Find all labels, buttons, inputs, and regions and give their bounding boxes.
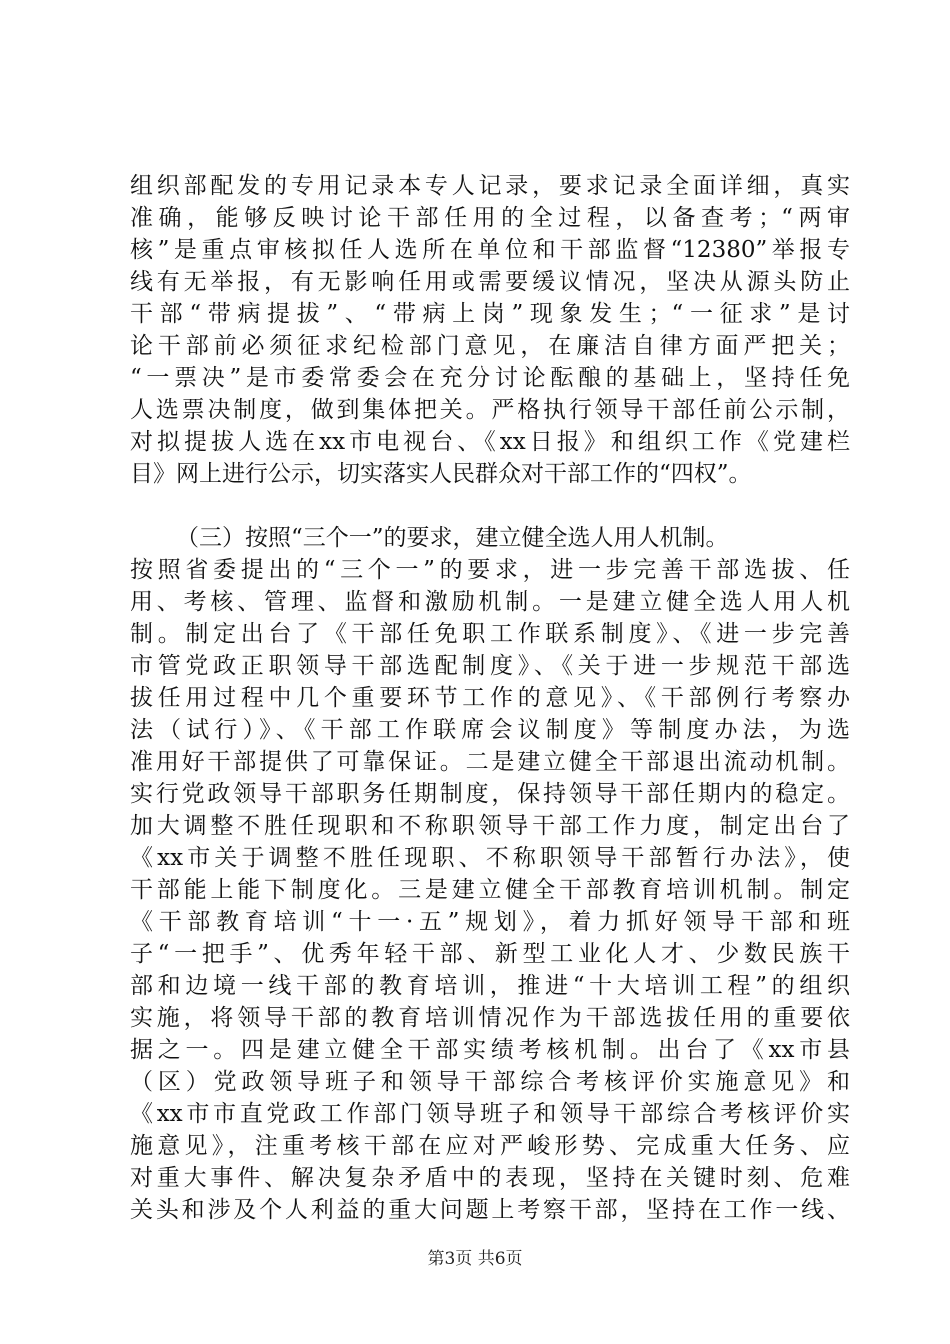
- text-line: 用、考核、管理、监督和激励机制。一是建立健全选人用人机: [130, 589, 850, 615]
- paragraph-2: [130, 522, 850, 1226]
- text-line: 人选票决制度，做到集体把关。严格执行领导干部任前公示制，: [130, 397, 850, 423]
- text-line: 拔任用过程中几个重要环节工作的意见》、《干部例行考察办: [130, 685, 850, 711]
- text-line: 据之一。四是建立健全干部实绩考核机制。出台了《xx市县: [130, 1037, 850, 1063]
- page-number-footer: 第3页 共6页: [427, 1249, 523, 1269]
- text-line: 制。制定出台了《干部任免职工作联系制度》、《进一步完善: [130, 621, 850, 647]
- text-line: 干部能上能下制度化。三是建立健全干部教育培训机制。制定: [130, 877, 850, 903]
- text-line: 对重大事件、解决复杂矛盾中的表现，坚持在关键时刻、危难: [130, 1165, 850, 1191]
- text-line: 施意见》，注重考核干部在应对严峻形势、完成重大任务、应: [130, 1133, 850, 1159]
- text-line: 法（试行）》、《干部工作联席会议制度》等制度办法，为选: [130, 717, 850, 743]
- text-line: 《xx市市直党政工作部门领导班子和领导干部综合考核评价实: [130, 1101, 850, 1127]
- section-heading-line: （三）按照“三个一”的要求，建立健全选人用人机制。: [176, 525, 729, 551]
- text-line: 按照省委提出的“三个一”的要求，进一步完善干部选拔、任: [130, 557, 850, 583]
- text-line: 部和边境一线干部的教育培训，推进“十大培训工程”的组织: [130, 973, 850, 999]
- text-line: 干部“带病提拔”、“带病上岗”现象发生；“一征求”是讨: [130, 301, 850, 327]
- text-line: 实行党政领导干部职务任期制度，保持领导干部任期内的稳定。: [130, 781, 850, 807]
- text-line: 对拟提拔人选在xx市电视台、《xx日报》和组织工作《党建栏: [130, 429, 850, 455]
- text-line: 加大调整不胜任现职和不称职领导干部工作力度，制定出台了: [130, 813, 850, 839]
- text-line: （区）党政领导班子和领导干部综合考核评价实施意见》和: [130, 1069, 850, 1095]
- text-line: 实施，将领导干部的教育培训情况作为干部选拔任用的重要依: [130, 1005, 850, 1031]
- text-line: 论干部前必须征求纪检部门意见，在廉洁自律方面严把关；: [130, 333, 850, 359]
- document-body: [130, 170, 850, 1226]
- text-line: 市管党政正职领导干部选配制度》、《关于进一步规范干部选: [130, 653, 850, 679]
- text-line: 核”是重点审核拟任人选所在单位和干部监督“12380”举报专: [130, 237, 850, 263]
- text-line: 线有无举报，有无影响任用或需要缓议情况，坚决从源头防止: [130, 269, 850, 295]
- text-line: 准用好干部提供了可靠保证。二是建立健全干部退出流动机制。: [130, 749, 850, 775]
- text-line: 组织部配发的专用记录本专人记录，要求记录全面详细，真实: [130, 173, 850, 199]
- text-line: 《干部教育培训“十一·五”规划》，着力抓好领导干部和班: [130, 909, 850, 935]
- text-line: 关头和涉及个人利益的重大问题上考察干部，坚持在工作一线、: [130, 1197, 850, 1223]
- paragraph-spacer: [130, 490, 850, 522]
- text-line: 目》网上进行公示，切实落实人民群众对干部工作的“四权”。: [130, 461, 752, 487]
- text-line: 准确，能够反映讨论干部任用的全过程，以备查考；“两审: [130, 205, 850, 231]
- text-line: 子“一把手”、优秀年轻干部、新型工业化人才、少数民族干: [130, 941, 850, 967]
- paragraph-1: [130, 170, 850, 490]
- text-line: “一票决”是市委常委会在充分讨论酝酿的基础上，坚持任免: [130, 365, 850, 391]
- text-line: 《xx市关于调整不胜任现职、不称职领导干部暂行办法》，使: [130, 845, 850, 871]
